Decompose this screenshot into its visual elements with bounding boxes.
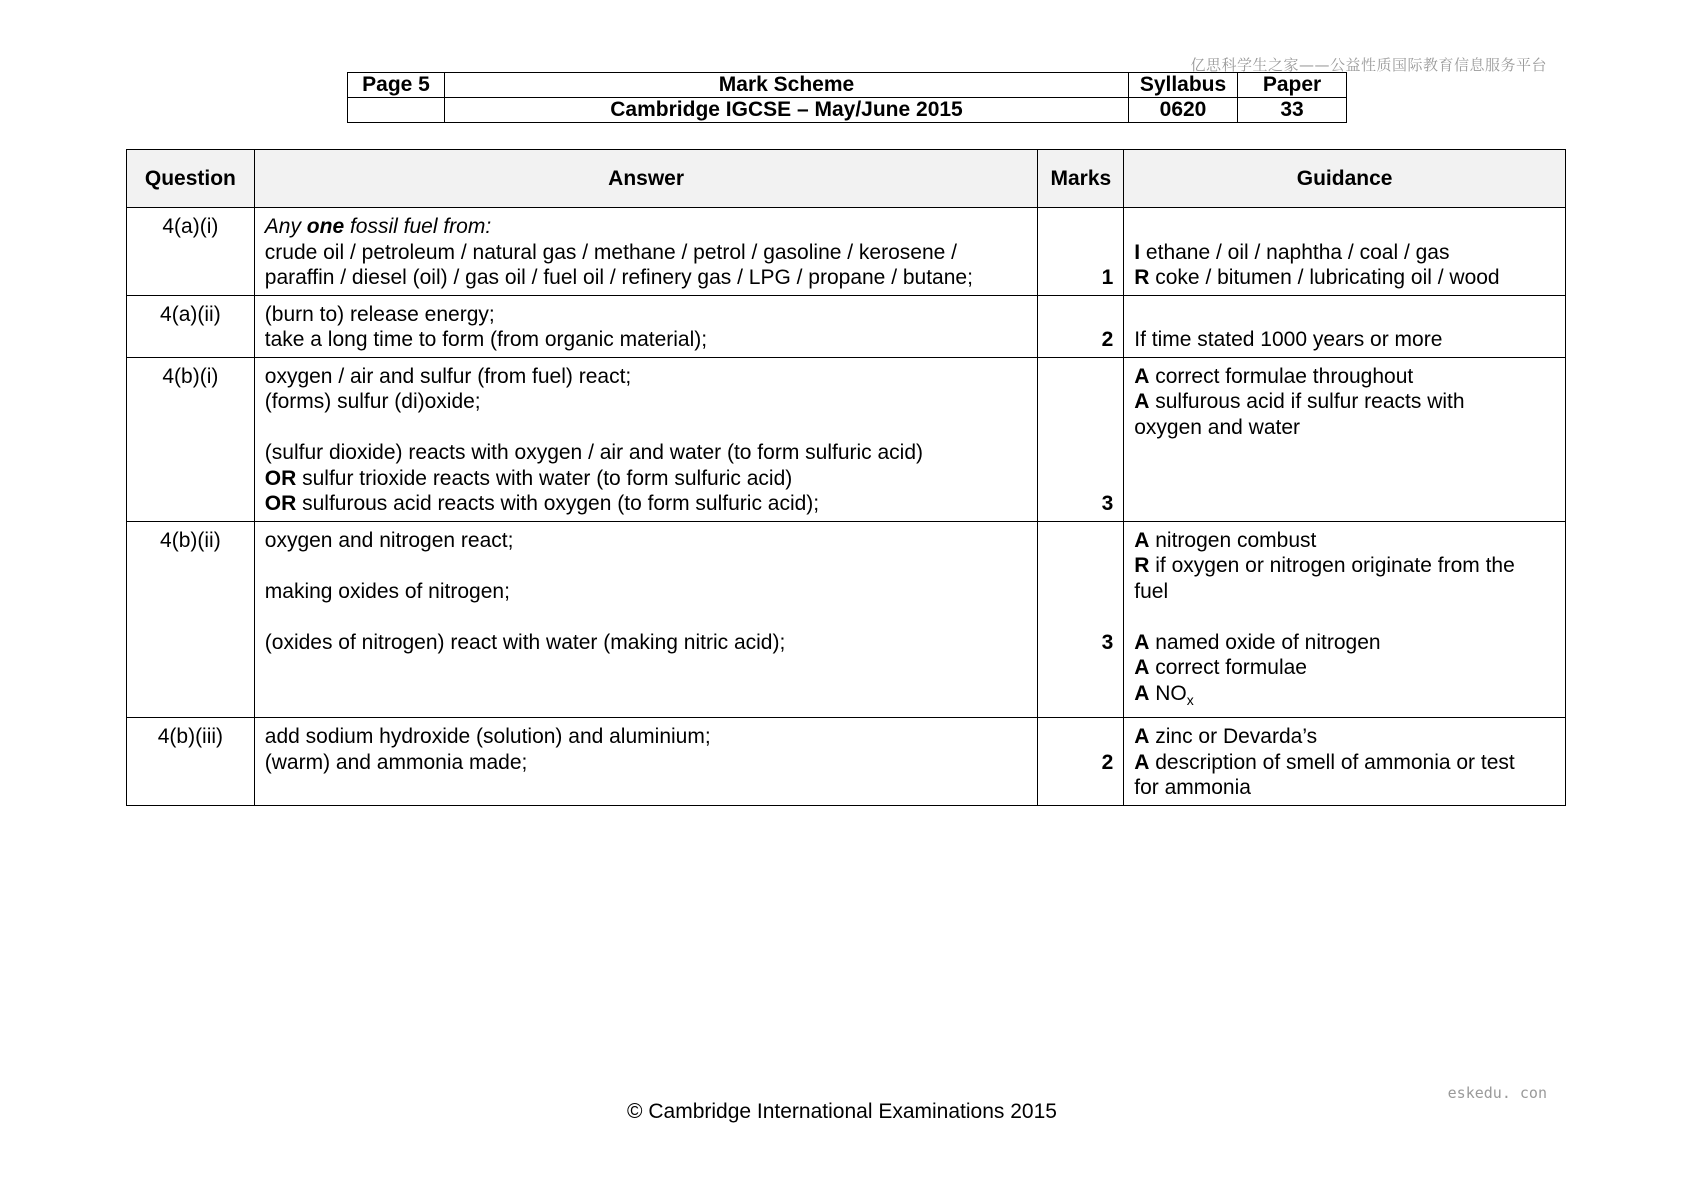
document-title: Mark Scheme: [445, 73, 1129, 98]
table-row: [127, 295, 1566, 357]
question-number: 4(b)(iii): [127, 718, 255, 806]
guidance-keyword: A: [1134, 725, 1150, 749]
copyright-footer: © Cambridge International Examinations 2015: [627, 1100, 1057, 1123]
guidance-cell: [1124, 295, 1566, 357]
answer-cell: [254, 208, 1038, 296]
header-table: [347, 72, 1347, 123]
guidance-keyword: I: [1134, 240, 1141, 264]
column-header-question: Question: [127, 150, 255, 208]
guidance-text: If time stated 1000 years or more: [1134, 328, 1443, 351]
question-number: 4(a)(i): [127, 208, 255, 296]
guidance-text: fuel: [1134, 579, 1169, 603]
answer-text: take a long time to form (from organic material);: [264, 328, 708, 351]
guidance-text: NO: [1149, 681, 1187, 705]
marks-value: 2: [1038, 718, 1124, 806]
answer-text: (warm) and ammonia made;: [264, 750, 528, 774]
table-row: [127, 357, 1566, 521]
exam-session: Cambridge IGCSE – May/June 2015: [445, 98, 1129, 123]
guidance-text: correct formulae throughout: [1149, 364, 1414, 388]
answer-text: crude oil / petroleum / natural gas / methane / petrol / gasoline / kerosene /: [264, 240, 957, 264]
guidance-cell: [1124, 521, 1566, 718]
marks-value: 2: [1038, 295, 1124, 357]
answer-text: (sulfur dioxide) reacts with oxygen / air and water (to form sulfuric acid): [264, 441, 924, 464]
question-number: 4(a)(ii): [127, 295, 255, 357]
answer-text: sulfur trioxide reacts with water (to form sulfuric acid): [296, 466, 793, 490]
guidance-text: zinc or Devarda’s: [1149, 725, 1318, 749]
guidance-keyword: A: [1134, 630, 1150, 654]
guidance-text: for ammonia: [1134, 776, 1251, 800]
page-number: Page 5: [348, 73, 445, 98]
guidance-text: oxygen and water: [1134, 415, 1301, 439]
column-header-guidance: Guidance: [1124, 150, 1566, 208]
guidance-text: if oxygen or nitrogen originate from the: [1149, 554, 1515, 577]
watermark-bottom: eskedu. con: [1447, 1084, 1547, 1102]
watermark-top: 亿思科学生之家——公益性质国际教育信息服务平台: [1190, 56, 1547, 74]
guidance-text: description of smell of ammonia or test: [1149, 750, 1515, 774]
answer-text: add sodium hydroxide (solution) and aluminium;: [264, 725, 711, 749]
guidance-cell: [1124, 357, 1566, 521]
answer-cell: [254, 357, 1038, 521]
guidance-text: sulfurous acid if sulfur reacts with: [1149, 390, 1465, 413]
marks-value: 3: [1038, 357, 1124, 521]
subscript-x: x: [1186, 691, 1194, 708]
guidance-text: coke / bitumen / lubricating oil / wood: [1149, 266, 1500, 289]
answer-text: (oxides of nitrogen) react with water (making nitric acid);: [264, 630, 786, 654]
guidance-keyword: R: [1134, 266, 1150, 289]
answer-text: one: [306, 215, 345, 238]
syllabus-label: Syllabus: [1129, 73, 1238, 98]
mark-scheme-table: [126, 149, 1566, 806]
header-empty-cell: [348, 98, 445, 123]
answer-text: Any: [264, 215, 307, 238]
answer-text: making oxides of nitrogen;: [264, 579, 510, 603]
column-header-marks: Marks: [1038, 150, 1124, 208]
answer-text: sulfurous acid reacts with oxygen (to form sulfuric acid);: [296, 492, 820, 515]
answer-text: paraffin / diesel (oil) / gas oil / fuel oil / refinery gas / LPG / propane / butane;: [264, 266, 973, 289]
guidance-text: ethane / oil / naphtha / coal / gas: [1140, 240, 1450, 264]
guidance-text: nitrogen combust: [1149, 528, 1317, 552]
answer-text: oxygen and nitrogen react;: [264, 528, 514, 552]
syllabus-code: 0620: [1129, 98, 1238, 123]
guidance-cell: [1124, 718, 1566, 806]
answer-cell: [254, 521, 1038, 718]
answer-text: (burn to) release energy;: [264, 302, 495, 326]
guidance-text: correct formulae: [1149, 656, 1307, 679]
marks-value: 1: [1038, 208, 1124, 296]
guidance-cell: [1124, 208, 1566, 296]
answer-text: oxygen / air and sulfur (from fuel) react;: [264, 364, 632, 388]
guidance-keyword: A: [1134, 364, 1150, 388]
answer-keyword: OR: [264, 466, 297, 490]
table-row: [127, 208, 1566, 296]
table-row: [127, 718, 1566, 806]
answer-cell: [254, 295, 1038, 357]
question-number: 4(b)(ii): [127, 521, 255, 718]
marks-value: 3: [1038, 521, 1124, 718]
column-header-answer: Answer: [254, 150, 1038, 208]
table-header-row: [127, 150, 1566, 208]
guidance-keyword: R: [1134, 554, 1150, 577]
question-number: 4(b)(i): [127, 357, 255, 521]
guidance-keyword: A: [1134, 750, 1150, 774]
guidance-keyword: A: [1134, 390, 1150, 413]
guidance-keyword: A: [1134, 656, 1150, 679]
answer-text: (forms) sulfur (di)oxide;: [264, 390, 481, 413]
guidance-keyword: A: [1134, 681, 1150, 705]
answer-cell: [254, 718, 1038, 806]
answer-keyword: OR: [264, 492, 297, 515]
guidance-keyword: A: [1134, 528, 1150, 552]
guidance-text: named oxide of nitrogen: [1149, 630, 1381, 654]
table-row: [127, 521, 1566, 718]
answer-text: fossil fuel from:: [344, 215, 492, 238]
paper-label: Paper: [1238, 73, 1347, 98]
paper-number: 33: [1238, 98, 1347, 123]
